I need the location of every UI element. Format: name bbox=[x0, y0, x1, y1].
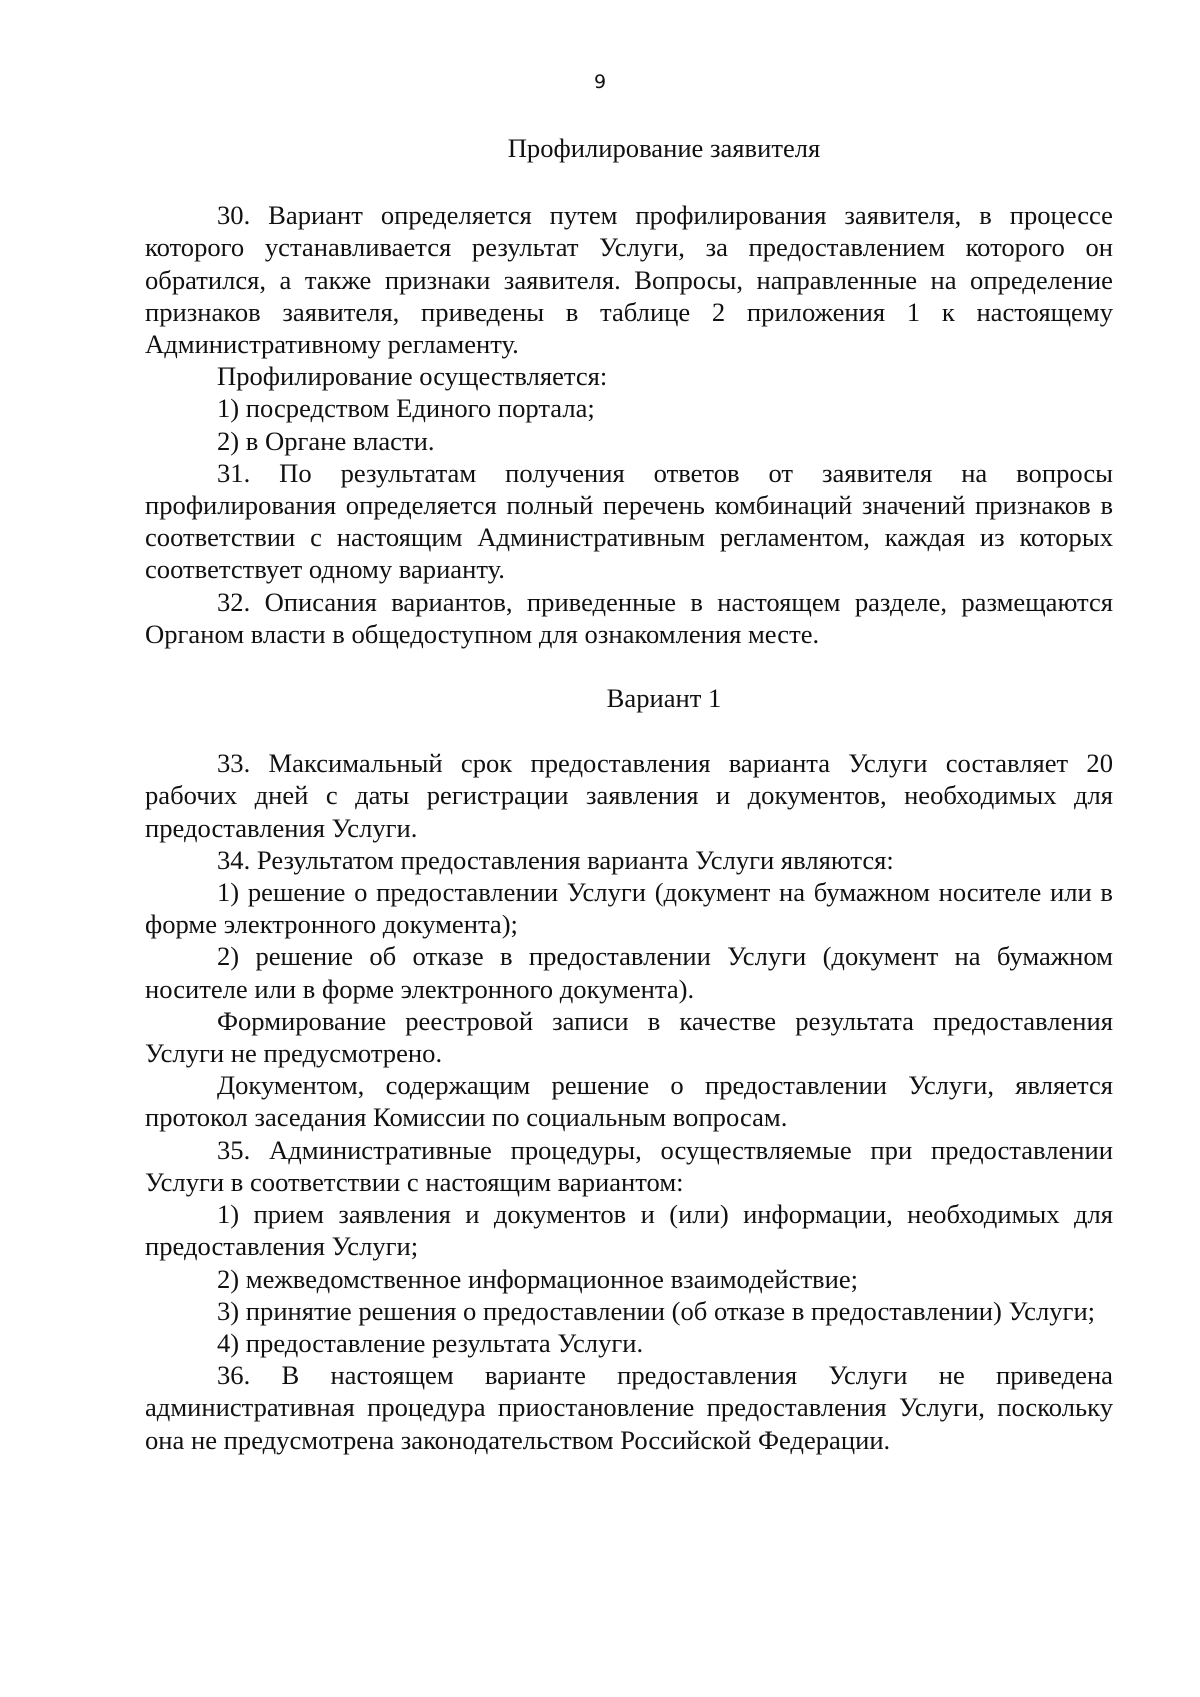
paragraph-33: 33. Максимальный срок предоставления варианта Услуги составляет 20 рабочих дней с даты регистрации заявления и документов, необходимых для предоставления Услуги. bbox=[145, 748, 1113, 843]
paragraph-profiling-intro: Профилирование осуществляется: bbox=[217, 361, 608, 392]
section-heading-profiling: Профилирование заявителя bbox=[507, 133, 821, 163]
paragraph-32: 32. Описания вариантов, приведенные в настоящем разделе, размещаются Органом власти в общедоступном для ознакомления месте. bbox=[145, 586, 1113, 649]
paragraph-protocol: Документом, содержащим решение о предоставлении Услуги, является протокол заседания Комиссии по социальным вопросам. bbox=[145, 1070, 1113, 1133]
paragraph-registry-record: Формирование реестровой записи в качестве результата предоставления Услуги не предусмотрено. bbox=[145, 1005, 1113, 1069]
page-number: 9 bbox=[593, 71, 607, 93]
paragraph-30: 30. Вариант определяется путем профилирования заявителя, в процессе которого устанавливается результат Услуги, за предоставлением которого он обратился, а также признаки заявителя. Вопросы, направленные на определение признаков заявителя, приведены в таблице 2 приложения 1 к настоящему Административному регламенту. bbox=[145, 200, 1113, 360]
list-item-portal: 1) посредством Единого портала; bbox=[217, 393, 595, 424]
list-item-decision-making: 3) принятие решения о предоставлении (об отказе в предоставлении) Услуги; bbox=[217, 1295, 1096, 1326]
paragraph-31: 31. По результатам получения ответов от заявителя на вопросы профилирования определяется полный перечень комбинаций значений признаков в соответствии с настоящим Административным регламентом, каждая из которых соответствует одному варианту. bbox=[145, 457, 1113, 585]
list-item-authority: 2) в Органе власти. bbox=[217, 425, 435, 456]
paragraph-36: 36. В настоящем варианте предоставления Услуги не приведена административная процедура приостановление предоставления Услуги, поскольку она не предусмотрена законодательством Российской Федерации. bbox=[145, 1360, 1113, 1455]
list-item-decision-refusal: 2) решение об отказе в предоставлении Услуги (документ на бумажном носителе или в форме электронного документа). bbox=[145, 941, 1113, 1004]
document-body bbox=[145, 132, 1113, 1456]
paragraph-34: 34. Результатом предоставления варианта Услуги являются: bbox=[217, 844, 894, 875]
list-item-reception: 1) прием заявления и документов и (или) информации, необходимых для предоставления Услуги; bbox=[145, 1199, 1113, 1262]
list-item-decision-grant: 1) решение о предоставлении Услуги (документ на бумажном носителе или в форме электронного документа); bbox=[145, 877, 1113, 940]
list-item-result-delivery: 4) предоставление результата Услуги. bbox=[217, 1327, 644, 1358]
paragraph-35: 35. Административные процедуры, осуществляемые при предоставлении Услуги в соответствии с настоящим вариантом: bbox=[145, 1134, 1113, 1197]
list-item-interagency: 2) межведомственное информационное взаимодействие; bbox=[217, 1263, 859, 1294]
section-heading-variant-1: Вариант 1 bbox=[606, 683, 722, 714]
